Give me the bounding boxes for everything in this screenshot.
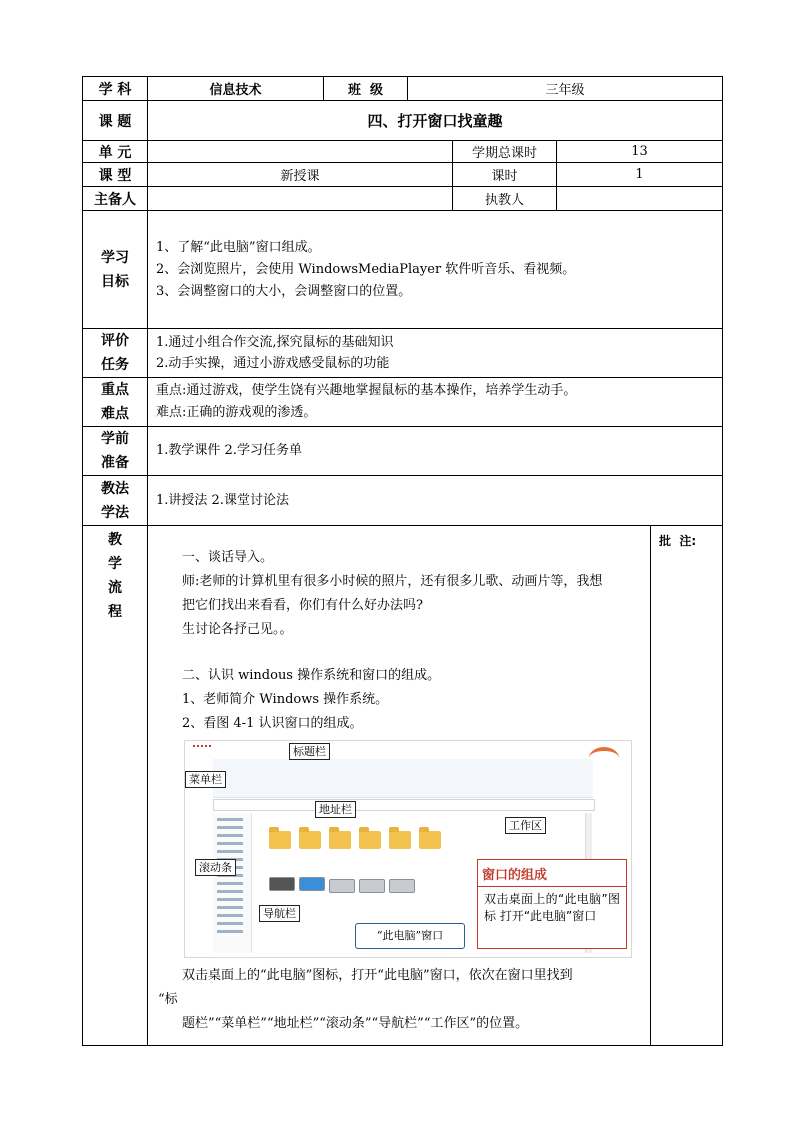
window-composition-box [477, 859, 627, 949]
evaluation-item: 1.通过小组合作交流,探究鼠标的基础知识 [156, 335, 394, 350]
objective-item: 2、会浏览照片，会使用 WindowsMediaPlayer 软件听音乐、看视频。 [156, 262, 576, 277]
subject-value: 信息技术 [148, 77, 324, 101]
prep-label-1: 学前 [101, 431, 129, 447]
class-label: 班 级 [324, 77, 408, 101]
process-label-char: 程 [108, 604, 122, 620]
process-label-char: 教 [108, 532, 122, 548]
row-type [83, 163, 723, 187]
folder-icon [359, 831, 381, 849]
evaluation-label-1: 评价 [101, 333, 129, 349]
teacher-label: 执教人 [453, 187, 557, 211]
callout-address-bar: 地址栏 [315, 801, 356, 818]
objectives-label-1: 学习 [101, 249, 129, 266]
process-label-char: 学 [108, 556, 122, 572]
process-content [148, 526, 651, 1046]
row-evaluation [83, 329, 723, 378]
process-label-char: 流 [108, 580, 122, 596]
folder-icon [299, 831, 321, 849]
lesson-plan-table [82, 76, 723, 1046]
figure-address-bar [213, 799, 595, 811]
folder-icon [419, 831, 441, 849]
callout-menu-bar: 菜单栏 [185, 771, 226, 788]
subject-label: 学 科 [83, 77, 148, 101]
objective-item: 3、会调整窗口的大小，会调整窗口的位置。 [156, 284, 412, 299]
preparer-value [148, 187, 453, 211]
evaluation-label [83, 329, 148, 378]
dvd-drive-icon [269, 877, 295, 891]
process-line: 1、老师简介 Windows 操作系统。 [182, 692, 389, 707]
type-value: 新授课 [148, 163, 453, 187]
objectives-label [83, 211, 148, 329]
drive-icon [329, 879, 355, 893]
total-hours-value: 13 [557, 141, 723, 163]
objective-item: 1、了解“此电脑”窗口组成。 [156, 240, 321, 255]
row-methods [83, 476, 723, 526]
drive-icon [389, 879, 415, 893]
lesson-plan-page [82, 76, 722, 1046]
hours-label: 课时 [453, 163, 557, 187]
preparer-label: 主备人 [83, 187, 148, 211]
hours-value: 1 [557, 163, 723, 187]
process-line: 师:老师的计算机里有很多小时候的照片，还有很多儿歌、动画片等，我想 [182, 574, 603, 589]
evaluation-label-2: 任务 [101, 357, 129, 373]
process-label [83, 526, 148, 1046]
process-line: 题栏”“菜单栏”“地址栏”“滚动条”“导航栏”“工作区”的位置。 [182, 1016, 529, 1031]
figure-ribbon [213, 759, 593, 798]
total-hours-label: 学期总课时 [453, 141, 557, 163]
row-objectives [83, 211, 723, 329]
this-pc-window-figure [184, 740, 632, 958]
process-line: 生讨论各抒己见。。 [182, 622, 293, 637]
figure-nav-pane [213, 813, 252, 953]
folder-icon [269, 831, 291, 849]
process-line: 2、看图 4-1 认识窗口的组成。 [182, 716, 363, 731]
windows-drive-icon [299, 877, 325, 891]
objectives-label-2: 目标 [101, 273, 129, 290]
methods-label-2: 学法 [101, 504, 129, 521]
callout-work-area: 工作区 [505, 817, 546, 834]
row-subject [83, 77, 723, 101]
unit-label: 单 元 [83, 141, 148, 163]
unit-value [148, 141, 453, 163]
keypoint-item: 重点:通过游戏，使学生饶有兴趣地掌握鼠标的基本操作，培养学生动手。 [156, 383, 577, 398]
objectives-content [148, 211, 723, 329]
callout-nav-bar: 导航栏 [259, 905, 300, 922]
row-keypoints [83, 378, 723, 427]
evaluation-item: 2.动手实操，通过小游戏感受鼠标的功能 [156, 356, 390, 371]
keypoints-label [83, 378, 148, 427]
callout-scroll-bar: 滚动条 [195, 859, 236, 876]
type-label: 课 型 [83, 163, 148, 187]
prep-label [83, 427, 148, 476]
row-prep [83, 427, 723, 476]
process-line: 把它们找出来看看，你们有什么好办法吗? [182, 598, 423, 613]
figure-caption: “此电脑”窗口 [355, 923, 465, 949]
folder-icon [389, 831, 411, 849]
wifi-icon [589, 747, 619, 769]
keypoints-label-2: 难点 [101, 406, 129, 422]
row-process [83, 526, 723, 1046]
process-line: 双击桌面上的“此电脑”图标，打开“此电脑”窗口，依次在窗口里找到 [182, 968, 573, 983]
row-unit [83, 141, 723, 163]
process-line: 二、认识 windous 操作系统和窗口的组成。 [182, 668, 441, 683]
process-line: “标 [158, 992, 178, 1007]
prep-label-2: 准备 [101, 455, 129, 471]
folder-icon [329, 831, 351, 849]
teacher-value [557, 187, 723, 211]
prep-content: 1.教学课件 2.学习任务单 [148, 427, 723, 476]
evaluation-content [148, 329, 723, 378]
drive-icon [359, 879, 385, 893]
annotation-column: 批 注: [651, 526, 723, 1046]
process-line: 一、谈话导入。 [182, 550, 274, 565]
keypoints-label-1: 重点 [101, 382, 129, 398]
methods-label-1: 教法 [101, 480, 129, 497]
window-composition-text: 双击桌面上的“此电脑”图标 打开“此电脑”窗口 [484, 892, 620, 923]
row-topic [83, 101, 723, 141]
keypoints-content [148, 378, 723, 427]
window-composition-title: 窗口的组成 [478, 860, 626, 887]
figure-title-bar [213, 745, 593, 760]
topic-value: 四、打开窗口找童趣 [148, 101, 723, 141]
row-preparer [83, 187, 723, 211]
topic-label: 课 题 [83, 101, 148, 141]
keypoint-item: 难点:正确的游戏观的渗透。 [156, 405, 317, 420]
class-value: 三年级 [408, 77, 723, 101]
methods-label [83, 476, 148, 526]
callout-title-bar: 标题栏 [289, 743, 330, 760]
methods-content: 1.讲授法 2.课堂讨论法 [148, 476, 723, 526]
